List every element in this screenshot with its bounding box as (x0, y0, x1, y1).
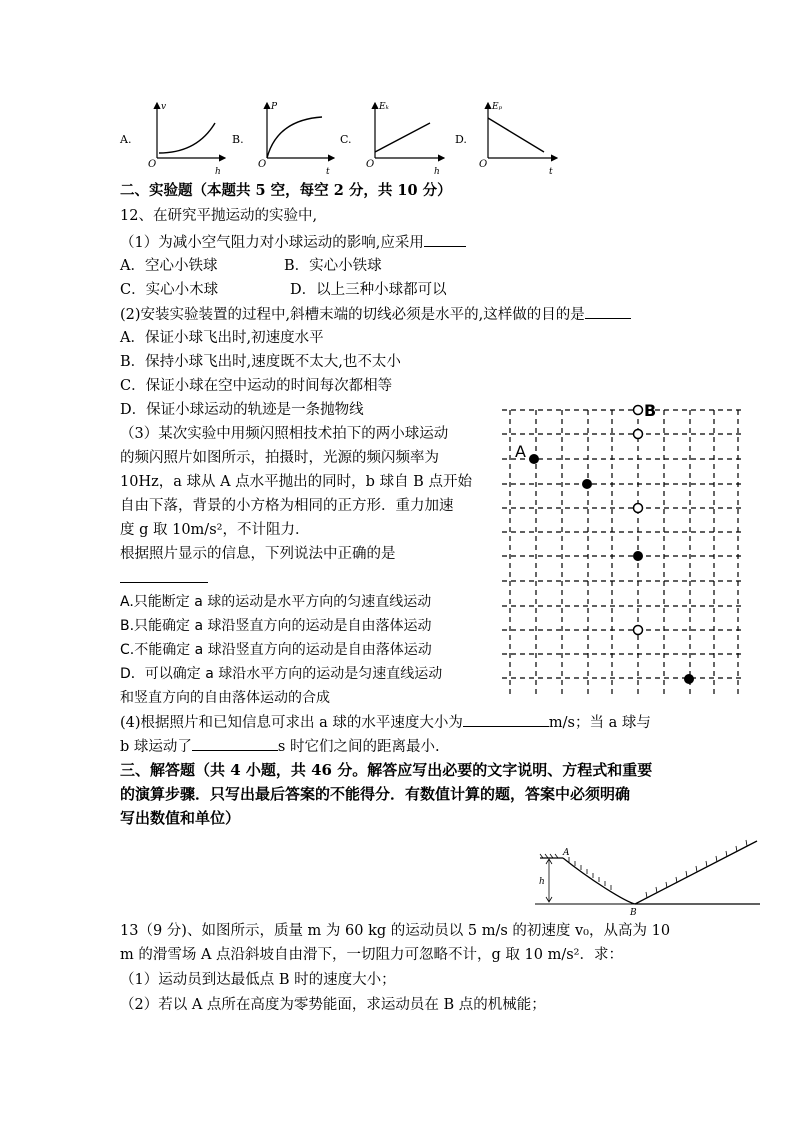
ball-a-1 (529, 454, 539, 464)
q12-p2-opt-d[interactable]: D．保证小球运动的轨迹是一条抛物线 (120, 402, 364, 418)
grid-label-a: A (515, 442, 526, 461)
q12-p1-opt-d[interactable]: D．以上三种小球都可以 (290, 282, 447, 298)
q12-p2-opt-b[interactable]: B．保持小球飞出时,速度既不太大,也不太小 (120, 354, 401, 370)
q12-part2-text: (2)安装实验装置的过程中,斜槽末端的切线必须是水平的,这样做的目的是 (120, 307, 585, 323)
q13-sub2: （2）若以 A 点所在高度为零势能面，求运动员在 B 点的机械能； (120, 997, 546, 1013)
slope-label-b: B (630, 908, 637, 918)
graph-d-label: D. (455, 133, 467, 146)
q12-part4-line1: (4)根据照片和已知信息可求出 a 球的水平速度大小为 m/s；当 a 球与 (120, 712, 651, 733)
ski-slope-figure (535, 838, 760, 918)
graph-options-svg (112, 95, 572, 180)
q12-part3-line2: 的频闪照片如图所示，拍摄时，光源的频闪频率为 (120, 450, 439, 466)
q12-stem: 12、在研究平抛运动的实验中, (120, 208, 318, 224)
ball-b-3 (634, 504, 643, 513)
q12-p1-opt-b[interactable]: B．实心小铁球 (284, 258, 382, 274)
svg-text:t: t (549, 167, 553, 177)
section-3-line2: 的演算步骤．只写出最后答案的不能得分．有数值计算的题，答案中必须明确 (120, 785, 631, 803)
q12-p3-opt-d[interactable]: D．可以确定 a 球沿水平方向的运动是匀速直线运动 (120, 666, 443, 682)
q12-p2-opt-a[interactable]: A．保证小球飞出时,初速度水平 (120, 330, 324, 346)
q12-part1 (120, 232, 466, 253)
q12-part2 (120, 304, 631, 325)
q12-p1-opt-c[interactable]: C．实心小木球 (120, 282, 219, 298)
section-3-line1: 三、解答题（共 4 小题，共 46 分。解答应写出必要的文字说明、方程式和重要 (120, 761, 653, 779)
ball-a-4 (684, 674, 694, 684)
q12-part4-blank2[interactable] (192, 736, 278, 751)
ball-a-3 (633, 551, 643, 561)
svg-text:O: O (258, 159, 267, 170)
q12-part3-line5: 度 g 取 10m/s²，不计阻力． (120, 522, 310, 538)
ball-b-1 (634, 406, 643, 415)
grid-label-b: B (644, 401, 657, 420)
graph-b[interactable] (232, 102, 334, 177)
q12-p2-opt-c[interactable]: C．保证小球在空中运动的时间每次都相等 (120, 378, 393, 394)
graph-c-line (375, 123, 430, 152)
svg-text:Eₖ: Eₖ (379, 102, 389, 112)
svg-text:h: h (215, 167, 221, 177)
graph-a[interactable] (119, 102, 225, 177)
q12-part3-blank[interactable] (120, 582, 208, 583)
q12-p3-opt-d-cont: 和竖直方向的自由落体运动的合成 (120, 690, 330, 706)
ball-a-positions (529, 454, 694, 684)
svg-text:v: v (161, 102, 167, 112)
ball-b-2 (634, 430, 643, 439)
graph-b-label: B. (232, 133, 244, 146)
grid-lines (502, 410, 745, 698)
graph-options-row (112, 95, 572, 180)
q12-part4-blank1[interactable] (463, 712, 549, 727)
graph-d-line (488, 118, 544, 152)
section-2-title: 二、实验题（本题共 5 空，每空 2 分，共 10 分） (120, 182, 452, 199)
svg-text:h: h (434, 167, 440, 177)
q12-p3-opt-c[interactable]: C.不能确定 a 球沿竖直方向的运动是自由落体运动 (120, 642, 432, 658)
graph-c-label: C. (340, 133, 352, 146)
strobe-grid-svg (500, 398, 750, 700)
ski-slope-svg (535, 838, 760, 918)
q13-line2: m 的滑雪场 A 点沿斜坡自由滑下，一切阻力可忽略不计，g 取 10 m/s²．求： (120, 947, 623, 963)
q12-part1-text: （1）为减小空气阻力对小球运动的影响,应采用 (120, 235, 424, 251)
slope-label-h: h (539, 877, 545, 887)
q12-part3-line6: 根据照片显示的信息，下列说法中正确的是 (120, 546, 396, 562)
q12-p1-opt-a[interactable]: A．空心小铁球 (120, 258, 218, 274)
svg-text:t: t (326, 167, 330, 177)
slope-label-a: A (563, 848, 570, 858)
svg-text:O: O (479, 159, 488, 170)
svg-text:O: O (366, 159, 375, 170)
q12-part1-blank[interactable] (424, 232, 466, 247)
graph-a-curve (159, 123, 215, 153)
svg-text:O: O (148, 159, 157, 170)
q13-line1: 13（9 分)、如图所示，质量 m 为 60 kg 的运动员以 5 m/s 的初速度 v₀，从高为 10 (120, 923, 671, 939)
q12-p3-opt-b[interactable]: B.只能确定 a 球沿竖直方向的运动是自由落体运动 (120, 618, 432, 634)
ball-a-2 (582, 479, 592, 489)
q12-part2-blank[interactable] (585, 304, 631, 319)
graph-b-curve (267, 117, 322, 158)
svg-text:Eₚ: Eₚ (492, 102, 503, 112)
q12-part3-line1: （3）某次实验中用频闪照相技术拍下的两小球运动 (120, 426, 449, 442)
q12-part4-line2: b 球运动了 s 时它们之间的距离最小. (120, 736, 440, 757)
graph-a-label: A. (120, 133, 132, 146)
graph-c[interactable] (340, 102, 444, 177)
ball-b-4 (634, 626, 643, 635)
q12-part3-line3: 10Hz，a 球从 A 点水平抛出的同时，b 球自 B 点开始 (120, 474, 472, 490)
q13-sub1: （1）运动员到达最低点 B 时的速度大小； (120, 972, 396, 988)
svg-text:P: P (271, 102, 278, 112)
graph-d[interactable] (455, 102, 557, 177)
q12-part3-line4: 自由下落，背景的小方格为相同的正方形．重力加速 (120, 498, 454, 514)
q12-p3-opt-a[interactable]: A.只能断定 a 球的运动是水平方向的匀速直线运动 (120, 594, 432, 610)
section-3-line3: 写出数值和单位） (120, 809, 241, 827)
strobe-photo-grid (500, 398, 750, 700)
